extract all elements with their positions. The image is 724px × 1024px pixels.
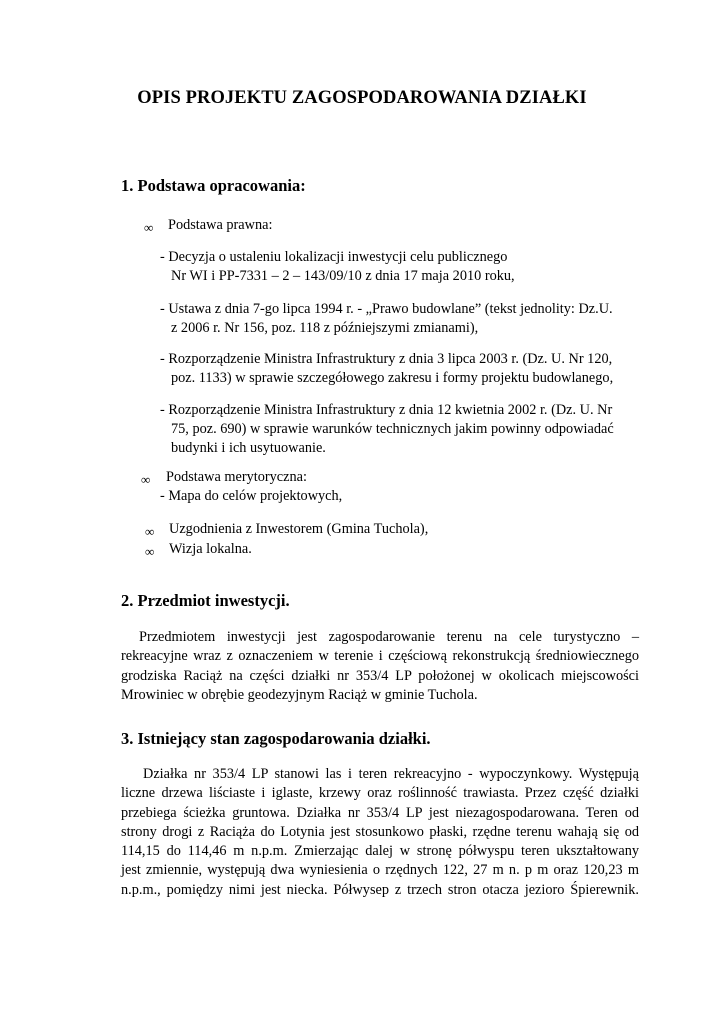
paragraph-line: przebiega ścieżka gruntowa. Działka nr 353/4 LP jest niezagospodarowana. Teren od [121, 804, 639, 821]
section-3-paragraph [121, 765, 639, 900]
paragraph-line: Przedmiotem inwestycji jest zagospodarowanie terenu na cele turystyczno – [139, 629, 639, 645]
other-item-1: Uzgodnienia z Inwestorem (Gmina Tuchola), [169, 521, 429, 537]
paragraph-line: Mrowiniec w obrębie geodezyjnym Raciąż w gminie Tuchola. [121, 686, 478, 703]
legal-item-3-line-1: - Rozporządzenie Ministra Infrastruktury z dnia 3 lipca 2003 r. (Dz. U. Nr 120, [160, 351, 613, 367]
infinity-bullet-icon: ∞ [141, 472, 151, 487]
paragraph-line: 114,15 do 114,46 m n.p.m. Zmierzając dalej w stronę półwyspu teren ukształtowany [121, 843, 639, 860]
section-3-heading: 3. Istniejący stan zagospodarowania działki. [121, 729, 431, 748]
infinity-bullet-icon: ∞ [144, 220, 154, 235]
paragraph-line: grodziska Raciąż na części działki nr 353/4 LP położonej w okolicach miejscowości [121, 667, 639, 684]
paragraph-line: Działka nr 353/4 LP stanowi las i teren rekreacyjno - wypoczynkowy. Występują [143, 766, 639, 782]
paragraph-line: jest zmiennie, występują dwa wyniesienia o rzędnych 122, 27 m n. p m oraz 120,23 m [121, 862, 639, 879]
paragraph-line: strony drogi z Raciąża do Lotynia jest stosunkowo płaski, rzędne terenu wahają się od [121, 823, 639, 840]
section-1-heading: 1. Podstawa opracowania: [121, 176, 306, 195]
substantive-basis-label: Podstawa merytoryczna: [166, 469, 307, 485]
substantive-item: - Mapa do celów projektowych, [160, 488, 343, 504]
other-item-2: Wizja lokalna. [169, 541, 252, 557]
legal-item-2-line-1: - Ustawa z dnia 7-go lipca 1994 r. - „Prawo budowlane” (tekst jednolity: Dz.U. [160, 301, 613, 317]
infinity-bullet-icon: ∞ [145, 544, 155, 559]
paragraph-line: n.p.m., pomiędzy nimi jest niecka. Półwysep z trzech stron otacza jezioro Śpierewnik. [121, 881, 639, 898]
legal-item-2-line-2: z 2006 r. Nr 156, poz. 118 z późniejszymi zmianami), [171, 320, 479, 336]
section-2-paragraph [121, 628, 639, 705]
legal-item-1-line-2: Nr WI i PP-7331 – 2 – 143/09/10 z dnia 17 maja 2010 roku, [171, 268, 515, 284]
legal-item-4-line-3: budynki i ich usytuowanie. [171, 440, 326, 456]
legal-item-3-line-2: poz. 1133) w sprawie szczegółowego zakresu i formy projektu budowlanego, [171, 370, 614, 386]
paragraph-line: rekreacyjne wraz z oznaczeniem w terenie i częściową rekonstrukcją średniowiecznego [121, 648, 639, 665]
legal-item-1-line-1: - Decyzja o ustaleniu lokalizacji inwestycji celu publicznego [160, 249, 508, 265]
infinity-bullet-icon: ∞ [145, 524, 155, 539]
section-2-heading: 2. Przedmiot inwestycji. [121, 591, 290, 610]
paragraph-line: liczne drzewa liściaste i iglaste, krzewy oraz roślinność trawiasta. Przez część działki [121, 785, 639, 802]
legal-basis-label: Podstawa prawna: [168, 217, 273, 233]
legal-item-4-line-1: - Rozporządzenie Ministra Infrastruktury z dnia 12 kwietnia 2002 r. (Dz. U. Nr [160, 402, 613, 418]
page-title: OPIS PROJEKTU ZAGOSPODAROWANIA DZIAŁKI [137, 88, 587, 108]
legal-item-4-line-2: 75, poz. 690) w sprawie warunków technicznych jakim powinny odpowiadać [171, 421, 614, 437]
